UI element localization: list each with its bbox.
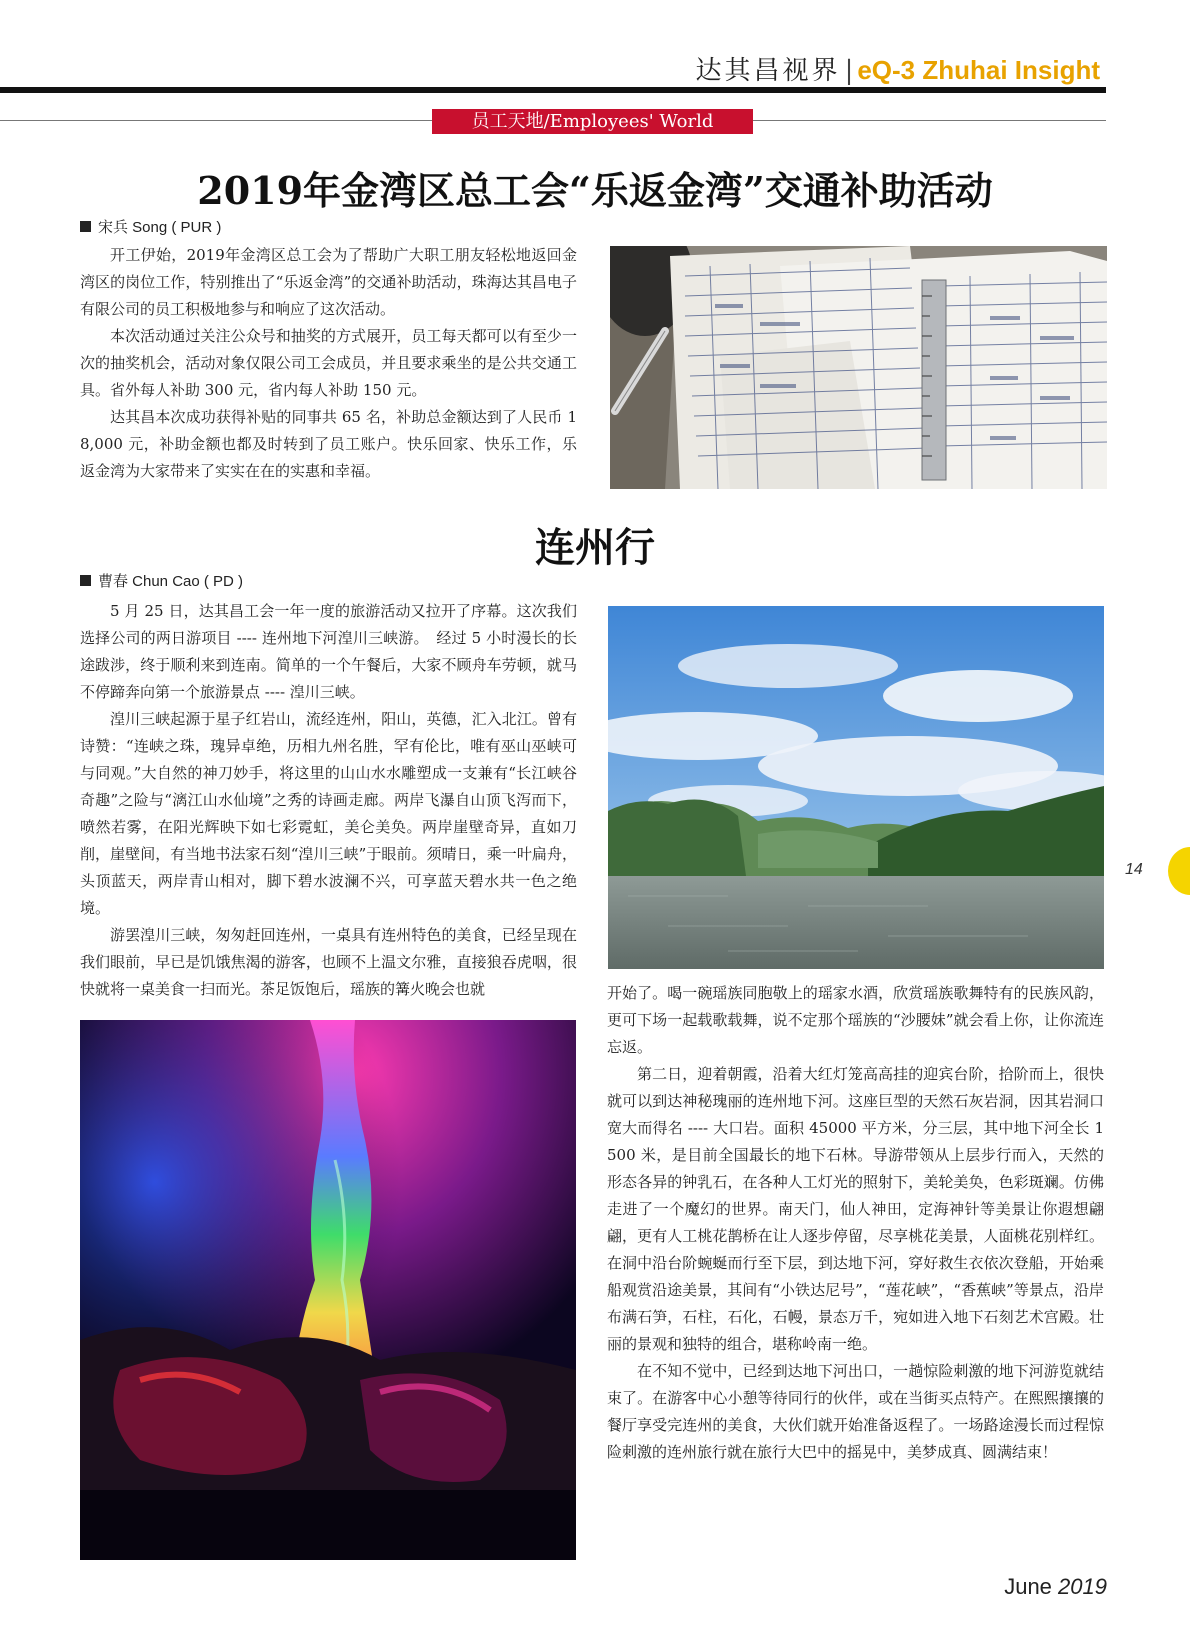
article2-title: 连州行 [535, 524, 655, 571]
footer-year: 2019 [1058, 1574, 1107, 1599]
footer-issue-date [1004, 1574, 1107, 1600]
masthead [696, 50, 1100, 87]
article1-paragraph: 达其昌本次成功获得补贴的同事共 65 名，补助总金额达到了人民币 18,000 元，补助金额也都及时转到了员工账户。快乐回家、快乐工作，乐返金湾为大家带来了实实在在的实惠和幸福。 [80, 408, 577, 480]
article2-paragraph: 在不知不觉中，已经到达地下河出口，一趟惊险刺激的地下河游览就结束了。在游客中心小憩等待同行的伙伴，或在当街买点特产。在熙熙攘攘的餐厅享受完连州的美食，大伙们就开始准备返程了。一场路途漫长而过程惊险刺激的连州旅行就在旅行大巴中的摇晃中，美梦成真、圆满结束！ [607, 1362, 1104, 1461]
header-rule-thick [0, 87, 1106, 93]
article2-right-column [607, 980, 1104, 1466]
masthead-english: eQ-3 Zhuhai Insight [857, 55, 1100, 85]
article1-paragraph: 本次活动通过关注公众号和抽奖的方式展开，员工每天都可以有至少一次的抽奖机会，活动对象仅限公司工会成员，并且要求乘坐的是公共交通工具。省外每人补助 300 元，省内每人补助 150 元。 [80, 327, 577, 399]
article2-paragraph: 游罢湟川三峡，匆匆赶回连州，一桌具有连州特色的美食，已经呈现在我们眼前，早已是饥饿焦渴的游客，也顾不上温文尔雅，直接狼吞虎咽，很快就将一桌美食一扫而光。茶足饭饱后，瑶族的篝火晚会也就 [80, 926, 577, 998]
article2-paragraph: 开始了。喝一碗瑶族同胞敬上的瑶家水酒，欣赏瑶族歌舞特有的民族风韵，更可下场一起载歌载舞，说不定那个瑶族的“沙腰妹”就会看上你，让你流连忘返。 [607, 984, 1104, 1056]
article1-paragraph: 开工伊始，2019年金湾区总工会为了帮助广大职工朋友轻松地返回金湾区的岗位工作，特别推出了“乐返金湾”的交通补助活动，珠海达其昌电子有限公司的员工积极地参与和响应了这次活动。 [80, 246, 577, 318]
article1-body [80, 242, 577, 485]
article2-paragraph: 湟川三峡起源于星子红岩山，流经连州，阳山，英德，汇入北江。曾有诗赞：“连峡之珠，瑰异卓绝，历相九州名胜，罕有伦比，唯有巫山巫峡可与同观。”大自然的神刀妙手，将这里的山山水水雕塑成一支兼有“长江峡谷奇趣”之险与“漓江山水仙境”之秀的诗画走廊。两岸飞瀑自山顶飞泻而下，喷然若雾，在阳光辉映下如七彩霓虹，美仑美奂。两岸崖壁奇异，直如刀削，崖壁间，有当地书法家石刻“湟川三峡”于眼前。须晴日，乘一叶扁舟，头顶蓝天，两岸青山相对，脚下碧水波澜不兴，可享蓝天碧水共一色之绝境。 [80, 710, 577, 917]
article1-author: 宋兵 Song ( PUR ) [98, 219, 222, 236]
cave-illustration [80, 1020, 576, 1560]
section-tag: 员工天地/Employees' World [432, 109, 753, 134]
forms-ruler-illustration [610, 246, 1107, 489]
article2-author: 曹春 Chun Cao ( PD ) [98, 573, 244, 590]
masthead-separator: | [844, 56, 854, 86]
byline-square-icon [80, 575, 91, 586]
photo-cave-stalagmite [80, 1020, 576, 1560]
page-number: 14 [1125, 861, 1143, 878]
article2-paragraph: 第二日，迎着朝霞，沿着大红灯笼高高挂的迎宾台阶，拾阶而上，很快就可以到达神秘瑰丽的连州地下河。这座巨型的天然石灰岩洞，因其岩洞口宽大而得名 ---- 大口岩。面积 45000 平方米，分三层，其中地下河全长 1500 米，是目前全国最长的地下石林。导游带领从上层步行而入，天然的形态各异的钟乳石，在各种人工灯光的照射下，美轮美奂，色彩斑斓。仿佛走进了一个魔幻的世界。南天门，仙人神田，定海神针等美景让你遐想翩翩，更有人工桃花鹊桥在让人逐步停留，尽享桃花美景，人面桃花别样红。在洞中沿台阶蜿蜒而行至下层，到达地下河，穿好救生衣依次登船，开始乘船观赏沿途美景，其间有“小铁达尼号”，“莲花峡”，“香蕉峡”等景点，沿岸布满石笋，石柱，石化，石幔，景态万千，宛如进入地下石刻艺术宫殿。壮丽的景观和独特的组合，堪称岭南一绝。 [607, 1065, 1104, 1353]
byline-square-icon [80, 221, 91, 232]
article2-byline [80, 570, 243, 591]
article1-title: 2019年金湾区总工会“乐返金湾”交通补助活动 [197, 168, 993, 213]
page-tab-marker [1168, 847, 1190, 895]
article2-left-column [80, 598, 577, 1003]
footer-month: June [1004, 1574, 1052, 1599]
article2-paragraph: 5 月 25 日，达其昌工会一年一度的旅游活动又拉开了序幕。这次我们选择公司的两日游项目 ---- 连州地下河湟川三峡游。 经过 5 小时漫长的长途跋涉，终于顺利来到连南。简单的一个午餐后，大家不顾舟车劳顿，就马不停蹄奔向第一个旅游景点 ---- 湟川三峡。 [80, 602, 577, 701]
masthead-chinese: 达其昌视界 [695, 56, 841, 86]
lake-mountains-illustration [608, 606, 1104, 969]
photo-forms-ruler [610, 246, 1107, 489]
article1-byline [80, 216, 221, 237]
photo-lake-mountains [608, 606, 1104, 969]
